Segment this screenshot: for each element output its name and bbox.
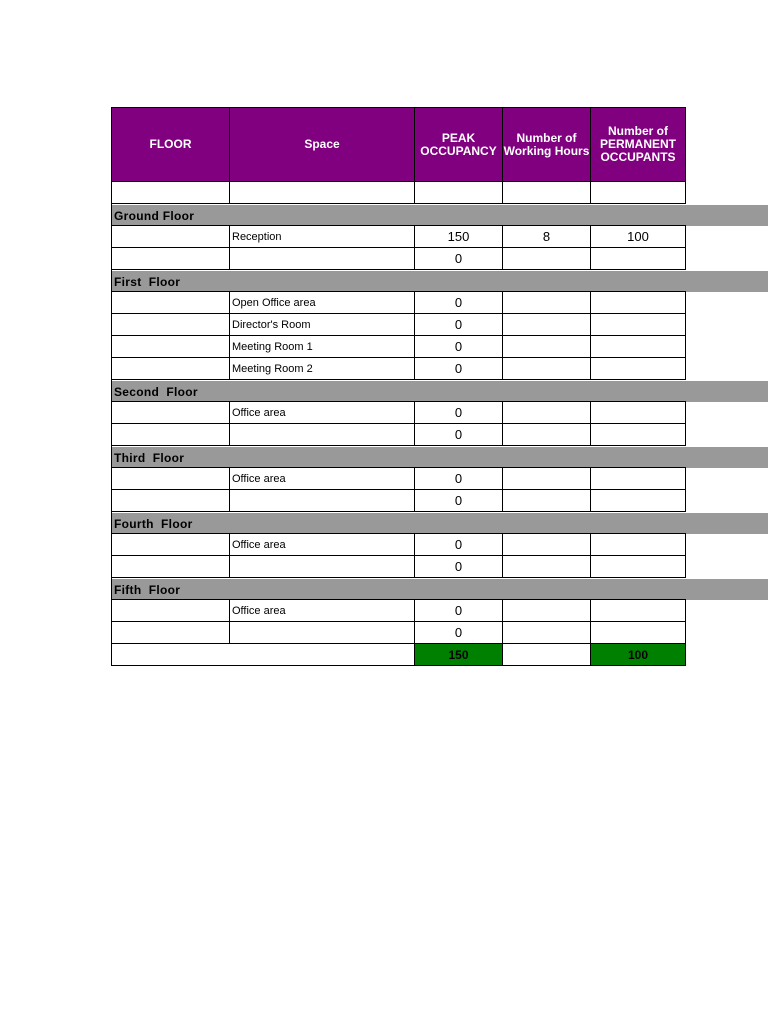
cell-permanent[interactable]: [591, 556, 686, 578]
table-row: [112, 358, 686, 380]
cell-permanent[interactable]: [591, 534, 686, 556]
cell-hours[interactable]: [503, 248, 591, 270]
table-row: [112, 534, 686, 556]
cell-hours[interactable]: 8: [503, 226, 591, 248]
cell-hours[interactable]: [503, 622, 591, 644]
floor-row: [112, 380, 686, 402]
table-row: [112, 314, 686, 336]
cell-peak[interactable]: 0: [415, 490, 503, 512]
cell-peak[interactable]: 0: [415, 314, 503, 336]
floor-row-cell: [112, 578, 686, 600]
floor-label: Fourth Floor: [114, 516, 193, 531]
cell-space[interactable]: Meeting Room 2: [230, 358, 415, 380]
cell-permanent[interactable]: [591, 490, 686, 512]
table-row: [112, 490, 686, 512]
cell-hours[interactable]: [503, 490, 591, 512]
cell-permanent[interactable]: [591, 600, 686, 622]
cell-hours[interactable]: [503, 600, 591, 622]
floor-row-cell: [112, 380, 686, 402]
cell-permanent[interactable]: [591, 248, 686, 270]
cell-hours[interactable]: [503, 182, 591, 204]
cell-peak[interactable]: 0: [415, 556, 503, 578]
cell-space[interactable]: [230, 490, 415, 512]
cell-permanent[interactable]: [591, 402, 686, 424]
cell-space[interactable]: Meeting Room 1: [230, 336, 415, 358]
floor-row-cell: [112, 512, 686, 534]
floor-label: Third Floor: [114, 450, 185, 465]
cell-permanent[interactable]: [591, 292, 686, 314]
occupancy-table: [111, 107, 686, 666]
cell-hours[interactable]: [503, 336, 591, 358]
floor-label: Ground Floor: [114, 208, 195, 223]
cell-hours[interactable]: [503, 314, 591, 336]
floor-label: First Floor: [114, 274, 181, 289]
cell-hours[interactable]: [503, 556, 591, 578]
cell-space[interactable]: [230, 182, 415, 204]
total-hours[interactable]: [503, 644, 591, 666]
table-row: [112, 292, 686, 314]
header-floor: FLOOR: [112, 108, 230, 182]
cell-peak[interactable]: 0: [415, 248, 503, 270]
cell-space[interactable]: [230, 556, 415, 578]
cell-space[interactable]: [230, 248, 415, 270]
cell-floor[interactable]: [112, 182, 230, 204]
cell-peak[interactable]: [415, 182, 503, 204]
cell-hours[interactable]: [503, 358, 591, 380]
floor-row: [112, 204, 686, 226]
cell-floor[interactable]: [112, 622, 230, 644]
cell-permanent[interactable]: [591, 622, 686, 644]
floor-row: [112, 270, 686, 292]
cell-floor[interactable]: [112, 248, 230, 270]
header-peak-occupancy: PEAK OCCUPANCY: [415, 108, 503, 182]
cell-permanent[interactable]: [591, 468, 686, 490]
table-row: [112, 402, 686, 424]
table-row: [112, 248, 686, 270]
cell-floor[interactable]: [112, 468, 230, 490]
cell-space[interactable]: Office area: [230, 534, 415, 556]
cell-peak[interactable]: 0: [415, 292, 503, 314]
cell-permanent[interactable]: 100: [591, 226, 686, 248]
floor-label: Second Floor: [114, 384, 198, 399]
cell-space[interactable]: [230, 424, 415, 446]
cell-space[interactable]: Director's Room: [230, 314, 415, 336]
table-row: [112, 336, 686, 358]
table-row: [112, 226, 686, 248]
floor-row: [112, 446, 686, 468]
floor-label: Fifth Floor: [114, 582, 181, 597]
floor-row-cell: [112, 446, 686, 468]
cell-floor[interactable]: [112, 358, 230, 380]
totals-row: [112, 644, 686, 666]
cell-hours[interactable]: [503, 534, 591, 556]
cell-peak[interactable]: 0: [415, 600, 503, 622]
header-working-hours: Number of Working Hours: [503, 108, 591, 182]
total-peak-occupancy: 150: [415, 644, 503, 666]
table-row: [112, 556, 686, 578]
table-row: [112, 600, 686, 622]
cell-peak[interactable]: 0: [415, 336, 503, 358]
cell-space[interactable]: Reception: [230, 226, 415, 248]
floor-row-cell: [112, 204, 686, 226]
cell-hours[interactable]: [503, 292, 591, 314]
cell-hours[interactable]: [503, 402, 591, 424]
cell-permanent[interactable]: [591, 182, 686, 204]
cell-peak[interactable]: 0: [415, 424, 503, 446]
cell-permanent[interactable]: [591, 424, 686, 446]
cell-floor[interactable]: [112, 336, 230, 358]
floor-row: [112, 512, 686, 534]
floor-row: [112, 578, 686, 600]
floor-row-cell: [112, 270, 686, 292]
cell-floor[interactable]: [112, 424, 230, 446]
total-permanent-occupants: 100: [591, 644, 686, 666]
cell-peak[interactable]: 0: [415, 468, 503, 490]
cell-space[interactable]: [230, 622, 415, 644]
cell-peak[interactable]: 0: [415, 534, 503, 556]
table-body: [112, 182, 686, 666]
cell-floor[interactable]: [112, 490, 230, 512]
table-row: [112, 424, 686, 446]
header-space: Space: [230, 108, 415, 182]
cell-floor[interactable]: [112, 314, 230, 336]
cell-peak[interactable]: 0: [415, 622, 503, 644]
cell-peak[interactable]: 150: [415, 226, 503, 248]
cell-space[interactable]: Office area: [230, 468, 415, 490]
cell-space[interactable]: Open Office area: [230, 292, 415, 314]
cell-floor[interactable]: [112, 600, 230, 622]
header-permanent-occupants: Number of PERMANENT OCCUPANTS: [591, 108, 686, 182]
table-row: [112, 182, 686, 204]
cell-peak[interactable]: 0: [415, 402, 503, 424]
cell-space[interactable]: Office area: [230, 600, 415, 622]
cell-floor[interactable]: [112, 534, 230, 556]
cell-hours[interactable]: [503, 468, 591, 490]
cell-permanent[interactable]: [591, 336, 686, 358]
cell-permanent[interactable]: [591, 314, 686, 336]
cell-peak[interactable]: 0: [415, 358, 503, 380]
cell-floor[interactable]: [112, 402, 230, 424]
table-row: [112, 622, 686, 644]
cell-hours[interactable]: [503, 424, 591, 446]
cell-floor[interactable]: [112, 556, 230, 578]
totals-label-cell: [112, 644, 415, 666]
header-row: [112, 108, 686, 182]
cell-space[interactable]: Office area: [230, 402, 415, 424]
cell-floor[interactable]: [112, 226, 230, 248]
table-row: [112, 468, 686, 490]
cell-floor[interactable]: [112, 292, 230, 314]
cell-permanent[interactable]: [591, 358, 686, 380]
